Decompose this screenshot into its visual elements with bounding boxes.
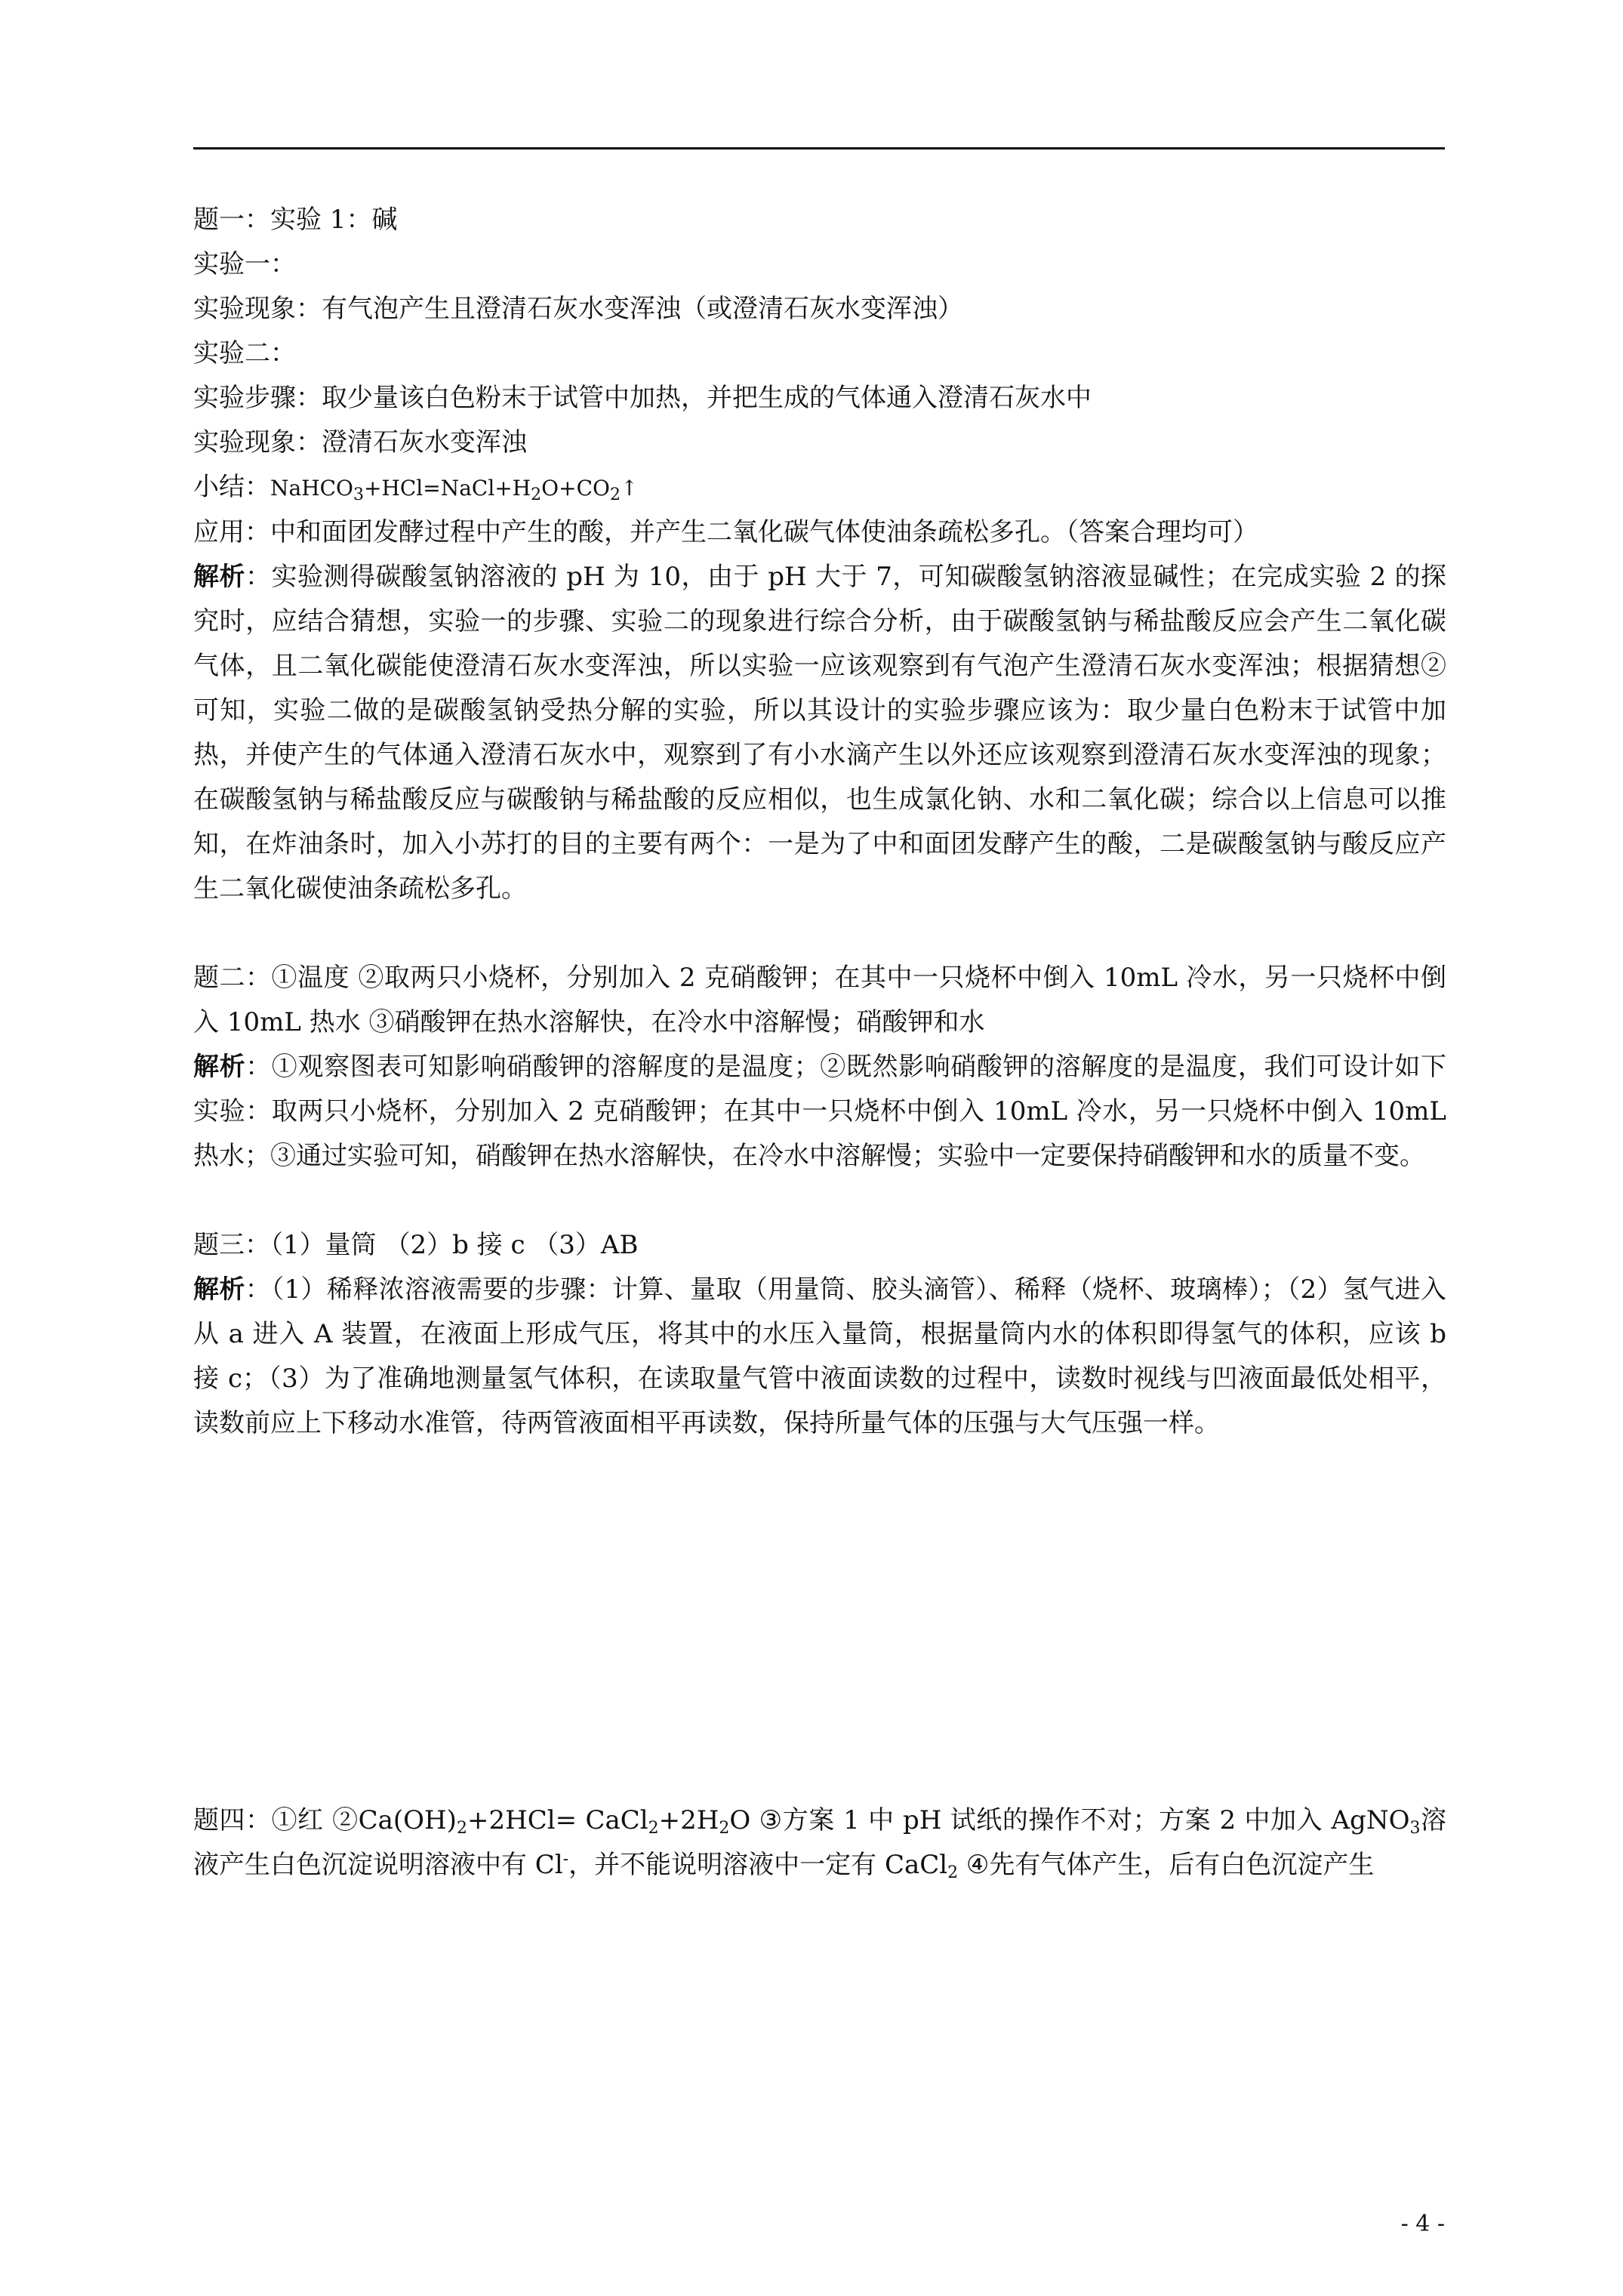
- analysis-label: 解析: [193, 562, 245, 592]
- summary-equation: $NaHCO_3+HCl=NaCl+H_2O+CO_2↑$: [270, 476, 639, 504]
- q1-exp1-phenomenon: 实验现象：有气泡产生且澄清石灰水变浑浊（或澄清石灰水变浑浊）: [193, 294, 963, 324]
- header-rule: [193, 147, 1445, 149]
- q1-exp2-title: 实验二：: [193, 338, 296, 368]
- q1-exp2-steps: 实验步骤：取少量该白色粉末于试管中加热，并把生成的气体通入澄清石灰水中: [193, 383, 1092, 413]
- q2-analysis: [193, 1045, 1446, 1179]
- q1-analysis: [193, 555, 1446, 911]
- q1-application: 应用：中和面团发酵过程中产生的酸，并产生二氧化碳气体使油条疏松多孔。（答案合理均可）: [193, 517, 1258, 547]
- analysis-text: ：实验测得碳酸氢钠溶液的 pH 为 10，由于 pH 大于 7，可知碳酸氢钠溶液显碱性；在完成实验 2 的探究时，应结合猜想，实验一的步骤、实验二的现象进行综合分析，由于碳酸氢钠与稀盐酸反应会产生二氧化碳气体，且二氧化碳能使澄清石灰水变浑浊，所以实验一应该观察到有气泡产生澄清石灰水变浑浊；根据猜想②可知，实验二做的是碳酸氢钠受热分解的实验，所以其设计的实验步骤应该为：取少量白色粉末于试管中加热，并使产生的气体通入澄清石灰水中，观察到了有小水滴产生以外还应该观察到澄清石灰水变浑浊的现象；在碳酸氢钠与稀盐酸反应与碳酸钠与稀盐酸的反应相似，也生成氯化钠、水和二氧化碳；综合以上信息可以推知，在炸油条时，加入小苏打的目的主要有两个：一是为了中和面团发酵产生的酸，二是碳酸氢钠与酸反应产生二氧化碳使油条疏松多孔。: [193, 562, 1447, 904]
- spacer: [193, 1179, 1446, 1223]
- analysis-text: ：①观察图表可知影响硝酸钾的溶解度的是温度；②既然影响硝酸钾的溶解度的是温度，我们可设计如下实验：取两只小烧杯，分别加入 2 克硝酸钾；在其中一只烧杯中倒入 10mL 冷水，另一只烧杯中倒入 10mL 热水；③通过实验可知，硝酸钾在热水溶解快，在冷水中溶解慢；实验中一定要保持硝酸钾和水的质量不变。: [193, 1052, 1447, 1171]
- answer-content: [193, 198, 1447, 1882]
- analysis-label: 解析: [193, 1052, 246, 1082]
- summary-label: 小结：: [193, 472, 270, 502]
- q3-answer: 题三：（1）量筒 （2）b 接 c （3）AB: [193, 1230, 639, 1260]
- spacer: [193, 911, 1446, 956]
- q1-exp1-title: 实验一：: [193, 249, 296, 279]
- q1-answer: 题一：实验 1：碱: [193, 205, 398, 235]
- analysis-text: ：（1）稀释浓溶液需要的步骤：计算、量取（用量筒、胶头滴管）、稀释（烧杯、玻璃棒）；（2）氢气进入从 a 进入 A 装置，在液面上形成气压，将其中的水压入量筒，根据量筒内水的体积即得氢气的体积，应该 b 接 c；（3）为了准确地测量氢气体积，在读取量气管中液面读数的过程中，读数时视线与凹液面最低处相平，读数前应上下移动水准管，待两管液面相平再读数，保持所量气体的压强与大气压强一样。: [193, 1274, 1446, 1438]
- q1-summary: [193, 465, 1446, 510]
- q1-exp2-phenomenon: 实验现象：澄清石灰水变浑浊: [193, 427, 527, 458]
- q2-answer: 题二：①温度 ②取两只小烧杯，分别加入 2 克硝酸钾；在其中一只烧杯中倒入 10mL 冷水，另一只烧杯中倒入 10mL 热水 ③硝酸钾在热水溶解快，在冷水中溶解慢；硝酸钾和水: [193, 963, 1446, 1037]
- analysis-label: 解析: [193, 1274, 245, 1305]
- q4-answer: 题四：①红 $②Ca(OH)_2+2HCl=$ $CaCl_2+2H_2O$ ③方案 1 中 pH 试纸的操作不对；方案 2 中加入 AgNO$_3$溶液产生白色沉淀说明溶液中有 Cl-，并不能说明溶液中一定有 CaCl$_2$ ④先有气体产生，后有白色沉淀产生: [193, 1805, 1446, 1882]
- page-number: - 4 -: [1400, 2211, 1445, 2237]
- q3-analysis: [193, 1268, 1446, 1446]
- gas-arrow-icon: ↑: [620, 476, 639, 501]
